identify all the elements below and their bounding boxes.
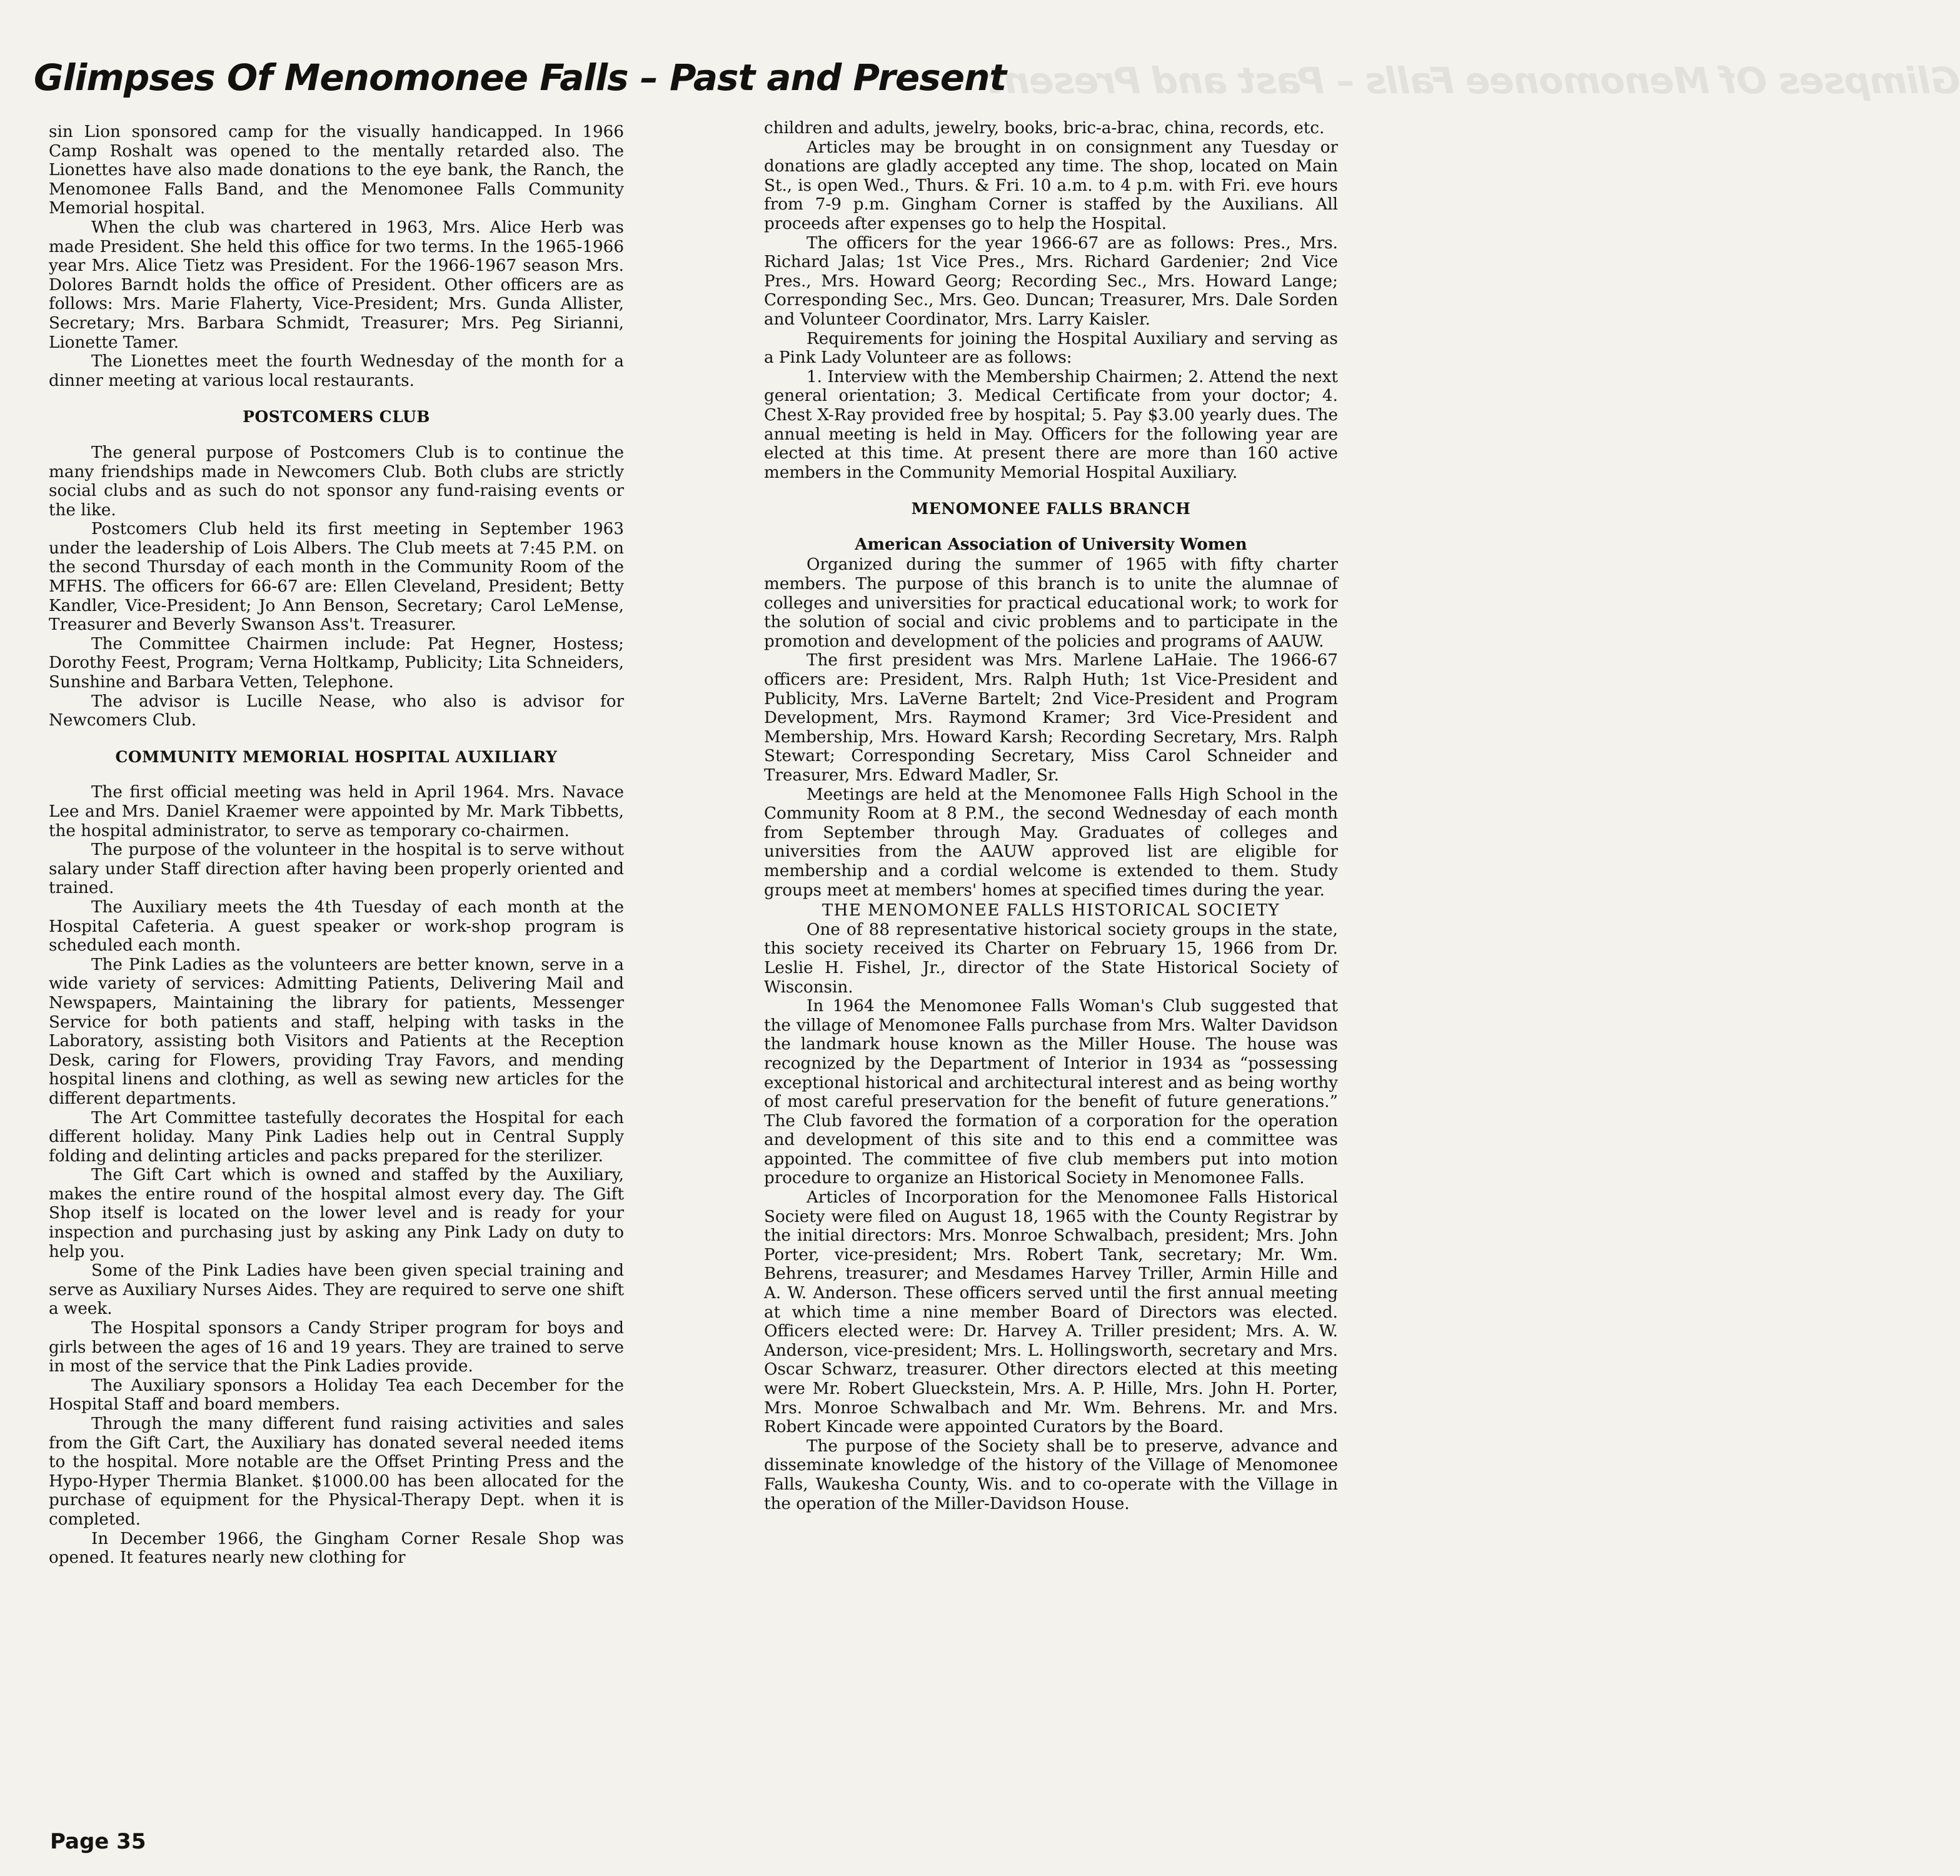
postcomers-paragraph-2: Postcomers Club held its first meeting in September 1963 under the leadership of Lois Albers. The Club meets at 7:45 P.M. on the second Thursday of each month in the Community Room of the MFHS. The officers for 66-67 are: Ellen Cleveland, President; Betty Kandler, Vice-President; Jo Ann Benson, Secretary; Carol LeMense, Treasurer and Beverly Swanson Ass't. Treasurer.	[49, 520, 624, 635]
historical-paragraph-3: Articles of Incorporation for the Menomonee Falls Historical Society were filed on August 18, 1965 with the County Registrar by the initial directors: Mrs. Monroe Schwalbach, president; Mrs. John Porter, vice-president; Mrs. Robert Tank, secretary; Mr. Wm. Behrens, treasurer; and Mesdames Harvey Triller, Armin Hille and A. W. Anderson. These officers served until the first annual meeting at which time a nine member Board of Directors was elected. Officers elected were: Dr. Harvey A. Triller president; Mrs. A. W. Anderson, vice-president; Mrs. L. Hollingsworth, secretary and Mrs. Oscar Schwarz, treasurer. Other directors elected at this meeting were Mr. Robert Glueckstein, Mrs. A. P. Hille, Mrs. John H. Porter, Mrs. Monroe Schwalbach and Mr. Wm. Behrens. Mr. and Mrs. Robert Kincade were appointed Curators by the Board.	[764, 1188, 1338, 1437]
right-column	[764, 119, 1338, 1513]
hospital-cont-paragraph-5: 1. Interview with the Membership Chairmen; 2. Attend the next general orientation; 3. Medical Certificate from your doctor; 4. Chest X-Ray provided free by hospital; 5. Pay $3.00 yearly dues. The annual meeting is held in May. Officers for the following year are elected at this time. At present there are more than 160 active members in the Community Memorial Hospital Auxiliary.	[764, 367, 1338, 482]
hospital-paragraph-8: The Hospital sponsors a Candy Striper program for boys and girls between the ages of 16 and 19 years. They are trained to serve in most of the service that the Pink Ladies provide.	[49, 1319, 624, 1376]
postcomers-paragraph-3: The Committee Chairmen include: Pat Hegner, Hostess; Dorothy Feest, Program; Verna Holtkamp, Publicity; Lita Schneiders, Sunshine and Barbara Vetten, Telephone.	[49, 634, 624, 692]
hospital-paragraph-7: Some of the Pink Ladies have been given special training and serve as Auxiliary Nurses Aides. They are required to serve one shift a week.	[49, 1261, 624, 1319]
historical-paragraph-2: In 1964 the Menomonee Falls Woman's Club suggested that the village of Menomonee Falls purchase from Mrs. Walter Davidson the landmark house known as the Miller House. The house was recognized by the Department of Interior in 1934 as “possessing exceptional historical and architectural interest and as being worthy of most careful preservation for the benefit of future generations.” The Club favored the formation of a corporation for the operation and development of this site and to this end a committee was appointed. The committee of five club members put into motion procedure to organize an Historical Society in Menomonee Falls.	[764, 997, 1338, 1188]
historical-paragraph-1: One of 88 representative historical society groups in the state, this society received its Charter on February 15, 1966 from Dr. Leslie H. Fishel, Jr., director of the State Historical Society of Wisconsin.	[764, 920, 1338, 997]
hospital-paragraph-2: The purpose of the volunteer in the hospital is to serve without salary under Staff direction after having been properly oriented and trained.	[49, 840, 624, 898]
hospital-cont-paragraph-2: Articles may be brought in on consignment any Tuesday or donations are gladly accepted any time. The shop, located on Main St., is open Wed., Thurs. & Fri. 10 a.m. to 4 p.m. with Fri. eve hours from 7-9 p.m. Gingham Corner is staffed by the Auxilians. All proceeds after expenses go to help the Hospital.	[764, 138, 1338, 233]
show-through-title: Glimpses Of Menomonee Falls – Past and Present	[988, 59, 1960, 102]
aauw-paragraph-2: The first president was Mrs. Marlene LaHaie. The 1966-67 officers are: President, Mrs. Ralph Huth; 1st Vice-President and Publicity, Mrs. LaVerne Bartelt; 2nd Vice-President and Program Development, Mrs. Raymond Kramer; 3rd Vice-President and Membership, Mrs. Howard Karsh; Recording Secretary, Mrs. Ralph Stewart; Corresponding Secretary, Miss Carol Schneider and Treasurer, Mrs. Edward Madler, Sr.	[764, 651, 1338, 785]
postcomers-paragraph-4: The advisor is Lucille Nease, who also is advisor for Newcomers Club.	[49, 692, 624, 730]
aauw-paragraph-1: Organized during the summer of 1965 with fifty charter members. The purpose of this branch is to unite the alumnae of colleges and universities for practical educational work; to work for the solution of social and civic problems and to participate in the promotion and development of the policies and programs of AAUW.	[764, 555, 1338, 651]
hospital-cont-paragraph-4: Requirements for joining the Hospital Auxiliary and serving as a Pink Lady Volunteer are as follows:	[764, 329, 1338, 368]
historical-paragraph-4: The purpose of the Society shall be to preserve, advance and disseminate knowledge of the history of the Village of Menomonee Falls, Waukesha County, Wis. and to co-operate with the Village in the operation of the Miller-Davidson House.	[764, 1436, 1338, 1513]
postcomers-paragraph-1: The general purpose of Postcomers Club is to continue the many friendships made in Newcomers Club. Both clubs are strictly social clubs and as such do not sponsor any fund-raising events or the like.	[49, 443, 624, 520]
page-number: Page 35	[50, 1829, 146, 1854]
hospital-cont-paragraph-1: children and adults, jewelry, books, bric-a-brac, china, records, etc.	[764, 119, 1325, 138]
hospital-cont-paragraph-3: The officers for the year 1966-67 are as follows: Pres., Mrs. Richard Jalas; 1st Vice Pres., Mrs. Richard Gardenier; 2nd Vice Pres., Mrs. Howard Georg; Recording Sec., Mrs. Howard Lange; Corresponding Sec., Mrs. Geo. Duncan; Treasurer, Mrs. Dale Sorden and Volunteer Coordinator, Mrs. Larry Kaisler.	[764, 233, 1338, 329]
hospital-paragraph-11: In December 1966, the Gingham Corner Resale Shop was opened. It features nearly new clothing for	[49, 1529, 624, 1568]
hospital-paragraph-1: The first official meeting was held in April 1964. Mrs. Navace Lee and Mrs. Daniel Kraemer were appointed by Mr. Mark Tibbetts, the hospital administrator, to serve as temporary co-chairmen.	[49, 783, 624, 840]
page-title: Glimpses Of Menomonee Falls – Past and Present	[34, 56, 1007, 99]
hospital-paragraph-4: The Pink Ladies as the volunteers are better known, serve in a wide variety of services: Admitting Patients, Delivering Mail and Newspapers, Maintaining the library for patients, Messenger Service for both patients and staff, helping with tasks in the Laboratory, assisting both Visitors and Patients at the Reception Desk, caring for Flowers, providing Tray Favors, and mending hospital linens and clothing, as well as sewing new articles for the different departments.	[49, 955, 624, 1108]
lionettes-paragraph-2: When the club was chartered in 1963, Mrs. Alice Herb was made President. She held this office for two terms. In the 1965-1966 year Mrs. Alice Tietz was President. For the 1966-1967 season Mrs. Dolores Barndt holds the office of President. Other officers are as follows: Mrs. Marie Flaherty, Vice-President; Mrs. Gunda Allister, Secretary; Mrs. Barbara Schmidt, Treasurer; Mrs. Peg Sirianni, Lionette Tamer.	[49, 218, 624, 352]
aauw-paragraph-3: Meetings are held at the Menomonee Falls High School in the Community Room at 8 P.M., the second Wednesday of each month from September through May. Graduates of colleges and universities from the AAUW approved list are eligible for membership and a cordial welcome is extended to them. Study groups meet at members' homes at specified times during the year.	[764, 785, 1338, 900]
aauw-subheading: American Association of University Women	[855, 535, 1247, 554]
left-column	[49, 123, 624, 1568]
aauw-heading: MENOMONEE FALLS BRANCH	[911, 500, 1191, 518]
lionettes-paragraph-3: The Lionettes meet the fourth Wednesday of the month for a dinner meeting at various local restaurants.	[49, 352, 624, 390]
postcomers-heading: POSTCOMERS CLUB	[243, 408, 430, 426]
lionettes-paragraph-1: sin Lion sponsored camp for the visually handicapped. In 1966 Camp Roshalt was opened to the mentally retarded also. The Lionettes have also made donations to the eye bank, the Ranch, the Menomonee Falls Band, and the Menomonee Falls Community Memorial hospital.	[49, 123, 624, 218]
hospital-paragraph-5: The Art Committee tastefully decorates the Hospital for each different holiday. Many Pink Ladies help out in Central Supply folding and delinting articles and packs prepared for the sterilizer.	[49, 1108, 624, 1166]
historical-society-heading: THE MENOMONEE FALLS HISTORICAL SOCIETY	[822, 901, 1280, 920]
hospital-auxiliary-heading: COMMUNITY MEMORIAL HOSPITAL AUXILIARY	[115, 747, 558, 766]
hospital-paragraph-6: The Gift Cart which is owned and staffed by the Auxiliary, makes the entire round of the hospital almost every day. The Gift Shop itself is located on the lower level and is ready for your inspection and purchasing just by asking any Pink Lady on duty to help you.	[49, 1166, 624, 1261]
hospital-paragraph-9: The Auxiliary sponsors a Holiday Tea each December for the Hospital Staff and board members.	[49, 1376, 624, 1415]
hospital-paragraph-3: The Auxiliary meets the 4th Tuesday of each month at the Hospital Cafeteria. A guest speaker or work-shop program is scheduled each month.	[49, 897, 624, 956]
hospital-paragraph-10: Through the many different fund raising activities and sales from the Gift Cart, the Auxiliary has donated several needed items to the hospital. More notable are the Offset Printing Press and the Hypo-Hyper Thermia Blanket. $1000.00 has been allocated for the purchase of equipment for the Physical-Therapy Dept. when it is completed.	[49, 1415, 624, 1529]
